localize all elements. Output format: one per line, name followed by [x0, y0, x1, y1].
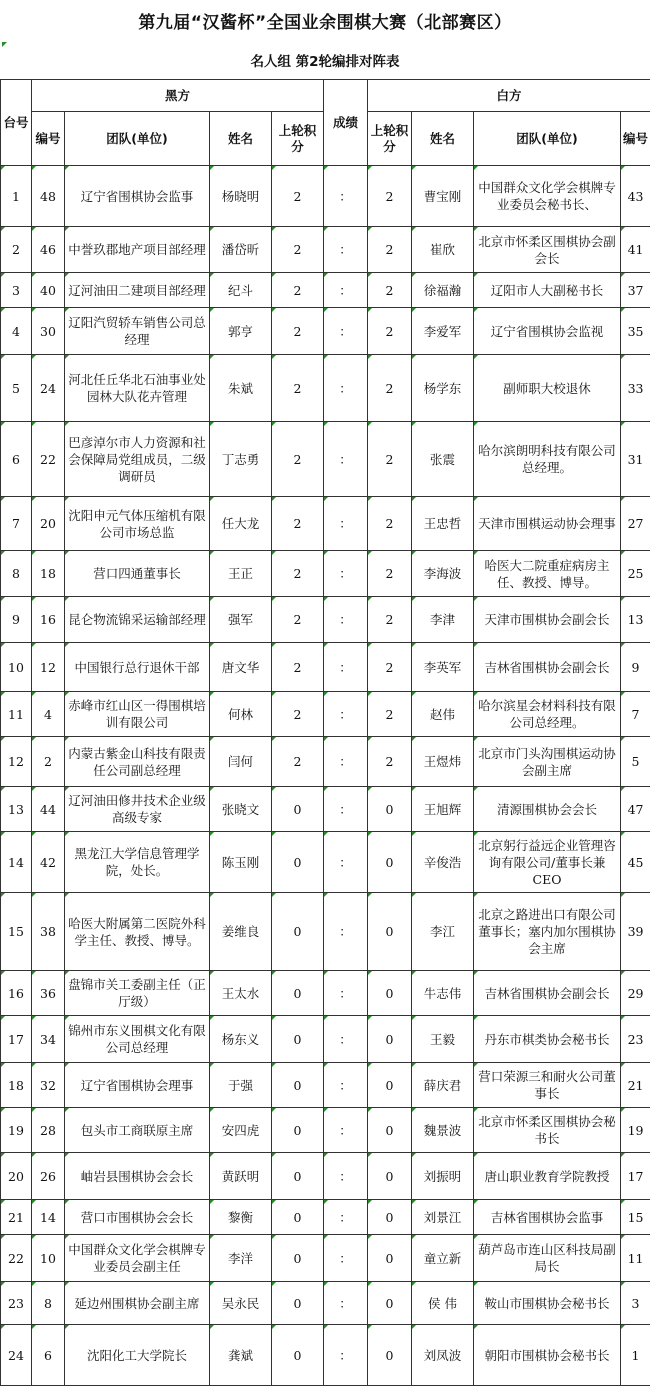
table-no-cell: 17 — [1, 1016, 32, 1063]
header-white-name: 姓名 — [412, 112, 474, 166]
white-name-cell: 牛志伟 — [412, 971, 474, 1016]
page-subtitle: 名人组 第2轮编排对阵表 — [250, 54, 400, 70]
black-score-cell: 2 — [272, 227, 324, 273]
black-name-cell: 纪斗 — [210, 273, 272, 308]
black-team-cell: 延边州围棋协会副主席 — [65, 1282, 210, 1325]
result-cell: ： — [324, 737, 368, 787]
table-row — [1, 308, 650, 355]
table-row — [1, 597, 650, 643]
black-score-cell: 0 — [272, 1108, 324, 1153]
table-no-cell: 22 — [1, 1235, 32, 1282]
white-team-cell: 哈医大二院重症病房主任、教授、博导。 — [474, 551, 621, 597]
table-no-cell: 2 — [1, 227, 32, 273]
white-team-cell: 辽宁省围棋协会监视 — [474, 308, 621, 355]
black-name-cell: 于强 — [210, 1063, 272, 1108]
black-team-cell: 岫岩县围棋协会会长 — [65, 1153, 210, 1200]
black-team-cell: 辽河油田二建项目部经理 — [65, 273, 210, 308]
table-row — [1, 227, 650, 273]
white-name-cell: 王毅 — [412, 1016, 474, 1063]
black-id-cell: 32 — [32, 1063, 65, 1108]
table-no-cell: 12 — [1, 737, 32, 787]
black-score-cell: 2 — [272, 497, 324, 551]
white-score-cell: 2 — [368, 551, 412, 597]
result-cell: ： — [324, 643, 368, 692]
black-team-cell: 包头市工商联原主席 — [65, 1108, 210, 1153]
result-cell: ： — [324, 893, 368, 971]
white-team-cell: 北京市怀柔区围棋协会秘书长 — [474, 1108, 621, 1153]
result-cell: ： — [324, 1282, 368, 1325]
black-id-cell: 42 — [32, 832, 65, 893]
table-no-cell: 18 — [1, 1063, 32, 1108]
black-score-cell: 0 — [272, 971, 324, 1016]
white-id-cell: 47 — [621, 787, 650, 832]
black-team-cell: 内蒙古紫金山科技有限责任公司副总经理 — [65, 737, 210, 787]
white-id-cell: 25 — [621, 551, 650, 597]
table-no-cell: 19 — [1, 1108, 32, 1153]
black-score-cell: 2 — [272, 737, 324, 787]
white-id-cell: 1 — [621, 1325, 650, 1386]
white-name-cell: 辛俊浩 — [412, 832, 474, 893]
black-score-cell: 2 — [272, 355, 324, 422]
black-name-cell: 吴永民 — [210, 1282, 272, 1325]
white-score-cell: 0 — [368, 787, 412, 832]
white-team-cell: 吉林省围棋协会副会长 — [474, 643, 621, 692]
black-name-cell: 丁志勇 — [210, 422, 272, 497]
black-name-cell: 王太水 — [210, 971, 272, 1016]
white-score-cell: 0 — [368, 1200, 412, 1235]
table-row — [1, 422, 650, 497]
black-name-cell: 陈玉刚 — [210, 832, 272, 893]
result-cell: ： — [324, 1016, 368, 1063]
black-team-cell: 盘锦市关工委副主任（正厅级） — [65, 971, 210, 1016]
black-id-cell: 36 — [32, 971, 65, 1016]
black-name-cell: 李洋 — [210, 1235, 272, 1282]
white-id-cell: 21 — [621, 1063, 650, 1108]
black-score-cell: 2 — [272, 643, 324, 692]
table-row — [1, 1153, 650, 1200]
black-team-cell: 河北任丘华北石油事业处园林大队花卉管理 — [65, 355, 210, 422]
white-team-cell: 天津市围棋运动协会理事 — [474, 497, 621, 551]
result-cell: ： — [324, 597, 368, 643]
white-id-cell: 41 — [621, 227, 650, 273]
black-team-cell: 沈阳申元气体压缩机有限公司市场总监 — [65, 497, 210, 551]
white-name-cell: 薛庆君 — [412, 1063, 474, 1108]
result-cell: ： — [324, 166, 368, 227]
black-team-cell: 辽宁省围棋协会监事 — [65, 166, 210, 227]
white-score-cell: 0 — [368, 1153, 412, 1200]
white-id-cell: 9 — [621, 643, 650, 692]
table-row — [1, 643, 650, 692]
black-score-cell: 2 — [272, 166, 324, 227]
table-no-cell: 9 — [1, 597, 32, 643]
white-score-cell: 0 — [368, 1016, 412, 1063]
result-cell: ： — [324, 971, 368, 1016]
black-id-cell: 8 — [32, 1282, 65, 1325]
table-no-cell: 23 — [1, 1282, 32, 1325]
black-name-cell: 朱斌 — [210, 355, 272, 422]
white-id-cell: 11 — [621, 1235, 650, 1282]
header-white-score: 上轮积分 — [368, 112, 412, 166]
white-id-cell: 39 — [621, 893, 650, 971]
black-id-cell: 14 — [32, 1200, 65, 1235]
white-team-cell: 营口荣源三和耐火公司董事长 — [474, 1063, 621, 1108]
black-name-cell: 姜维良 — [210, 893, 272, 971]
white-team-cell: 北京市门头沟围棋运动协会副主席 — [474, 737, 621, 787]
black-score-cell: 2 — [272, 597, 324, 643]
table-no-cell: 8 — [1, 551, 32, 597]
black-id-cell: 4 — [32, 692, 65, 737]
table-row — [1, 355, 650, 422]
table-row — [1, 1016, 650, 1063]
white-score-cell: 2 — [368, 166, 412, 227]
result-cell: ： — [324, 692, 368, 737]
header-black: 黑方 — [32, 80, 324, 112]
table-row — [1, 1063, 650, 1108]
black-id-cell: 44 — [32, 787, 65, 832]
black-id-cell: 34 — [32, 1016, 65, 1063]
black-score-cell: 0 — [272, 1153, 324, 1200]
white-score-cell: 2 — [368, 355, 412, 422]
black-team-cell: 巴彦淖尔市人力资源和社会保障局党组成员，二级调研员 — [65, 422, 210, 497]
table-row — [1, 1282, 650, 1325]
black-score-cell: 0 — [272, 1016, 324, 1063]
white-name-cell: 王忠哲 — [412, 497, 474, 551]
black-team-cell: 营口四通董事长 — [65, 551, 210, 597]
white-name-cell: 童立新 — [412, 1235, 474, 1282]
table-no-cell: 3 — [1, 273, 32, 308]
black-id-cell: 20 — [32, 497, 65, 551]
black-id-cell: 46 — [32, 227, 65, 273]
table-no-cell: 6 — [1, 422, 32, 497]
table-no-cell: 10 — [1, 643, 32, 692]
table-no-cell: 13 — [1, 787, 32, 832]
black-score-cell: 0 — [272, 893, 324, 971]
black-score-cell: 0 — [272, 787, 324, 832]
black-score-cell: 2 — [272, 692, 324, 737]
white-id-cell: 23 — [621, 1016, 650, 1063]
result-cell: ： — [324, 1235, 368, 1282]
white-team-cell: 唐山职业教育学院教授 — [474, 1153, 621, 1200]
table-no-cell: 7 — [1, 497, 32, 551]
black-name-cell: 王正 — [210, 551, 272, 597]
table-row — [1, 1325, 650, 1386]
header-black-id: 编号 — [32, 112, 65, 166]
table-no-cell: 11 — [1, 692, 32, 737]
black-name-cell: 安四虎 — [210, 1108, 272, 1153]
white-team-cell: 鞍山市围棋协会秘书长 — [474, 1282, 621, 1325]
white-team-cell: 副师职大校退休 — [474, 355, 621, 422]
page-title: 第九届“汉酱杯”全国业余围棋大赛（北部赛区） — [138, 13, 512, 33]
black-id-cell: 26 — [32, 1153, 65, 1200]
black-id-cell: 22 — [32, 422, 65, 497]
black-team-cell: 中誉玖郡地产项目部经理 — [65, 227, 210, 273]
table-row — [1, 273, 650, 308]
white-name-cell: 张震 — [412, 422, 474, 497]
white-id-cell: 5 — [621, 737, 650, 787]
black-id-cell: 16 — [32, 597, 65, 643]
white-name-cell: 魏景波 — [412, 1108, 474, 1153]
result-cell: ： — [324, 787, 368, 832]
result-cell: ： — [324, 1063, 368, 1108]
white-id-cell: 7 — [621, 692, 650, 737]
black-id-cell: 38 — [32, 893, 65, 971]
white-name-cell: 王旭辉 — [412, 787, 474, 832]
black-score-cell: 0 — [272, 1235, 324, 1282]
result-cell: ： — [324, 1153, 368, 1200]
black-id-cell: 10 — [32, 1235, 65, 1282]
white-name-cell: 李海波 — [412, 551, 474, 597]
white-team-cell: 北京之路进出口有限公司董事长；塞内加尔围棋协会主席 — [474, 893, 621, 971]
result-cell: ： — [324, 551, 368, 597]
black-id-cell: 48 — [32, 166, 65, 227]
black-name-cell: 强军 — [210, 597, 272, 643]
black-team-cell: 辽河油田修井技术企业级高级专家 — [65, 787, 210, 832]
white-score-cell: 2 — [368, 692, 412, 737]
white-team-cell: 葫芦岛市连山区科技局副局长 — [474, 1235, 621, 1282]
black-score-cell: 2 — [272, 308, 324, 355]
result-cell: ： — [324, 832, 368, 893]
white-id-cell: 35 — [621, 308, 650, 355]
table-row — [1, 1108, 650, 1153]
black-score-cell: 0 — [272, 1325, 324, 1386]
table-body — [1, 166, 650, 1386]
black-name-cell: 杨晓明 — [210, 166, 272, 227]
black-name-cell: 唐文华 — [210, 643, 272, 692]
white-score-cell: 2 — [368, 422, 412, 497]
white-team-cell: 哈尔滨星会材料科技有限公司总经理。 — [474, 692, 621, 737]
table-header — [1, 80, 650, 166]
white-score-cell: 2 — [368, 273, 412, 308]
white-id-cell: 17 — [621, 1153, 650, 1200]
white-id-cell: 15 — [621, 1200, 650, 1235]
result-cell: ： — [324, 308, 368, 355]
white-team-cell: 朝阳市围棋协会秘书长 — [474, 1325, 621, 1386]
white-team-cell: 北京躬行益远企业管理咨询有限公司/董事长兼CEO — [474, 832, 621, 893]
white-id-cell: 13 — [621, 597, 650, 643]
black-team-cell: 辽阳汽贸轿车销售公司总经理 — [65, 308, 210, 355]
white-id-cell: 3 — [621, 1282, 650, 1325]
white-name-cell: 王煜炜 — [412, 737, 474, 787]
white-id-cell: 31 — [621, 422, 650, 497]
black-team-cell: 黑龙江大学信息管理学院，处长。 — [65, 832, 210, 893]
pairing-table — [0, 79, 650, 1386]
table-no-cell: 4 — [1, 308, 32, 355]
white-team-cell: 吉林省围棋协会副会长 — [474, 971, 621, 1016]
table-no-cell: 16 — [1, 971, 32, 1016]
black-score-cell: 0 — [272, 1063, 324, 1108]
black-name-cell: 杨东义 — [210, 1016, 272, 1063]
result-cell: ： — [324, 355, 368, 422]
white-name-cell: 刘振明 — [412, 1153, 474, 1200]
white-score-cell: 0 — [368, 1325, 412, 1386]
white-name-cell: 曹宝刚 — [412, 166, 474, 227]
white-team-cell: 哈尔滨朗明科技有限公司总经理。 — [474, 422, 621, 497]
cell-marker — [2, 42, 7, 47]
white-team-cell: 辽阳市人大副秘书长 — [474, 273, 621, 308]
black-name-cell: 龚斌 — [210, 1325, 272, 1386]
white-team-cell: 北京市怀柔区围棋协会副会长 — [474, 227, 621, 273]
result-cell: ： — [324, 1325, 368, 1386]
black-score-cell: 2 — [272, 273, 324, 308]
result-cell: ： — [324, 422, 368, 497]
black-score-cell: 2 — [272, 422, 324, 497]
result-cell: ： — [324, 227, 368, 273]
black-id-cell: 12 — [32, 643, 65, 692]
table-no-cell: 14 — [1, 832, 32, 893]
white-name-cell: 刘凤波 — [412, 1325, 474, 1386]
white-score-cell: 0 — [368, 1108, 412, 1153]
white-score-cell: 2 — [368, 497, 412, 551]
table-row — [1, 1200, 650, 1235]
header-white-team: 团队(单位) — [474, 112, 621, 166]
black-team-cell: 哈医大附属第二医院外科学主任、教授、博导。 — [65, 893, 210, 971]
white-id-cell: 33 — [621, 355, 650, 422]
white-team-cell: 天津市围棋协会副会长 — [474, 597, 621, 643]
white-team-cell: 吉林省围棋协会监事 — [474, 1200, 621, 1235]
white-score-cell: 0 — [368, 971, 412, 1016]
white-score-cell: 2 — [368, 597, 412, 643]
header-black-score: 上轮积分 — [272, 112, 324, 166]
header-result: 成绩 — [324, 80, 368, 166]
black-id-cell: 2 — [32, 737, 65, 787]
white-score-cell: 0 — [368, 832, 412, 893]
header-black-team: 团队(单位) — [65, 112, 210, 166]
black-team-cell: 中国银行总行退休干部 — [65, 643, 210, 692]
header-black-name: 姓名 — [210, 112, 272, 166]
table-no-cell: 1 — [1, 166, 32, 227]
white-score-cell: 2 — [368, 308, 412, 355]
black-name-cell: 黄跃明 — [210, 1153, 272, 1200]
black-id-cell: 6 — [32, 1325, 65, 1386]
black-team-cell: 赤峰市红山区一得围棋培训有限公司 — [65, 692, 210, 737]
black-team-cell: 营口市围棋协会会长 — [65, 1200, 210, 1235]
white-id-cell: 19 — [621, 1108, 650, 1153]
header-white-id: 编号 — [621, 112, 650, 166]
black-team-cell: 辽宁省围棋协会理事 — [65, 1063, 210, 1108]
black-id-cell: 30 — [32, 308, 65, 355]
white-name-cell: 崔欣 — [412, 227, 474, 273]
table-row — [1, 692, 650, 737]
white-name-cell: 李英军 — [412, 643, 474, 692]
black-name-cell: 潘岱昕 — [210, 227, 272, 273]
black-team-cell: 中国群众文化学会棋牌专业委员会副主任 — [65, 1235, 210, 1282]
black-score-cell: 0 — [272, 1200, 324, 1235]
black-name-cell: 闫何 — [210, 737, 272, 787]
table-row — [1, 551, 650, 597]
black-name-cell: 何林 — [210, 692, 272, 737]
table-row — [1, 832, 650, 893]
black-score-cell: 0 — [272, 832, 324, 893]
white-name-cell: 李津 — [412, 597, 474, 643]
white-id-cell: 27 — [621, 497, 650, 551]
white-score-cell: 0 — [368, 893, 412, 971]
white-score-cell: 0 — [368, 1063, 412, 1108]
white-score-cell: 2 — [368, 643, 412, 692]
black-name-cell: 黎衡 — [210, 1200, 272, 1235]
white-name-cell: 刘景江 — [412, 1200, 474, 1235]
white-score-cell: 0 — [368, 1235, 412, 1282]
white-score-cell: 2 — [368, 737, 412, 787]
black-name-cell: 任大龙 — [210, 497, 272, 551]
table-no-cell: 20 — [1, 1153, 32, 1200]
black-name-cell: 郭亨 — [210, 308, 272, 355]
black-id-cell: 40 — [32, 273, 65, 308]
white-id-cell: 43 — [621, 166, 650, 227]
result-cell: ： — [324, 1200, 368, 1235]
white-id-cell: 37 — [621, 273, 650, 308]
white-name-cell: 徐福瀚 — [412, 273, 474, 308]
table-row — [1, 166, 650, 227]
table-row — [1, 787, 650, 832]
table-row — [1, 737, 650, 787]
table-no-cell: 24 — [1, 1325, 32, 1386]
white-name-cell: 李江 — [412, 893, 474, 971]
table-row — [1, 1235, 650, 1282]
black-score-cell: 2 — [272, 551, 324, 597]
table-no-cell: 21 — [1, 1200, 32, 1235]
white-name-cell: 赵伟 — [412, 692, 474, 737]
white-team-cell: 中国群众文化学会棋牌专业委员会秘书长、 — [474, 166, 621, 227]
table-row — [1, 497, 650, 551]
result-cell: ： — [324, 273, 368, 308]
black-name-cell: 张晓文 — [210, 787, 272, 832]
table-row — [1, 971, 650, 1016]
black-team-cell: 沈阳化工大学院长 — [65, 1325, 210, 1386]
black-score-cell: 0 — [272, 1282, 324, 1325]
result-cell: ： — [324, 497, 368, 551]
black-id-cell: 18 — [32, 551, 65, 597]
table-no-cell: 15 — [1, 893, 32, 971]
white-id-cell: 29 — [621, 971, 650, 1016]
white-team-cell: 丹东市棋类协会秘书长 — [474, 1016, 621, 1063]
white-id-cell: 45 — [621, 832, 650, 893]
result-cell: ： — [324, 1108, 368, 1153]
white-score-cell: 2 — [368, 227, 412, 273]
table-row — [1, 893, 650, 971]
black-team-cell: 锦州市东义围棋文化有限公司总经理 — [65, 1016, 210, 1063]
table-no-cell: 5 — [1, 355, 32, 422]
white-name-cell: 李爱军 — [412, 308, 474, 355]
black-id-cell: 24 — [32, 355, 65, 422]
black-team-cell: 昆仑物流锦采运输部经理 — [65, 597, 210, 643]
white-name-cell: 杨学东 — [412, 355, 474, 422]
white-name-cell: 侯 伟 — [412, 1282, 474, 1325]
header-table-no: 台号 — [1, 80, 32, 166]
header-white: 白方 — [368, 80, 650, 112]
black-id-cell: 28 — [32, 1108, 65, 1153]
white-team-cell: 清源围棋协会会长 — [474, 787, 621, 832]
white-score-cell: 0 — [368, 1282, 412, 1325]
